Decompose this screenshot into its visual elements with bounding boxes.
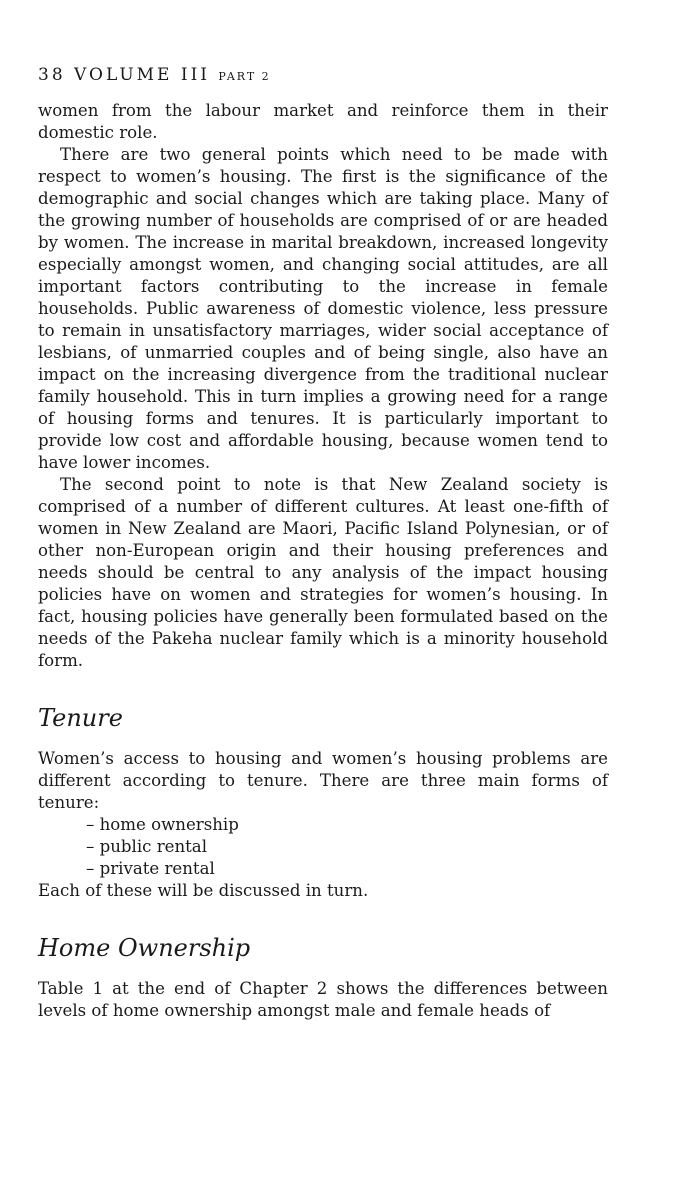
section-heading-home-ownership: Home Ownership (38, 934, 251, 962)
running-head (38, 64, 608, 88)
section-heading-tenure: Tenure (38, 704, 123, 732)
list-item: – home ownership (86, 814, 608, 836)
book-page (38, 64, 608, 1022)
list-item: – private rental (86, 858, 608, 880)
paragraph-tenure-intro: Women’s access to housing and women’s housing problems are different according to tenure. There are three main forms of tenure: (38, 749, 608, 812)
part-label: PART 2 (218, 70, 271, 83)
list-item: – public rental (86, 836, 608, 858)
volume-label: VOLUME III (74, 65, 211, 85)
page-number: 38 (38, 65, 66, 85)
paragraph-cultures: The second point to note is that New Zealand society is comprised of a number of different cultures. At least one-fifth of women in New Zealand are Maori, Pacific Island Polynesian, or of other non-European origin and their housing preferences and needs should be central to any analysis of the impact housing policies have on women and strategies for women’s housing. In fact, housing policies have generally been formulated based on the needs of the Pakeha nuclear family which is a minority household form. (38, 475, 608, 670)
tenure-list (38, 814, 608, 880)
paragraph-tenure-closing: Each of these will be discussed in turn. (38, 881, 369, 900)
paragraph-general-points: There are two general points which need to be made with respect to women’s housing. The first is the significance of the demographic and social changes which are taking place. Many of the growing number of households are comprised of or are headed by women. The increase in marital breakdown, increased longevity especially amongst women, and changing social attitudes, are all important factors contributing to the increase in female households. Public awareness of domestic violence, less pressure to remain in unsatisfactory marriages, wider social acceptance of lesbians, of unmarried couples and of being single, also have an impact on the increasing divergence from the traditional nuclear family household. This in turn implies a growing need for a range of housing forms and tenures. It is particularly important to provide low cost and affordable housing, because women tend to have lower incomes. (38, 145, 608, 472)
paragraph-continuation: women from the labour market and reinforce them in their domestic role. (38, 101, 608, 142)
body-text (38, 100, 608, 1022)
paragraph-home-ownership: Table 1 at the end of Chapter 2 shows the differences between levels of home ownership amongst male and female heads of (38, 979, 608, 1020)
